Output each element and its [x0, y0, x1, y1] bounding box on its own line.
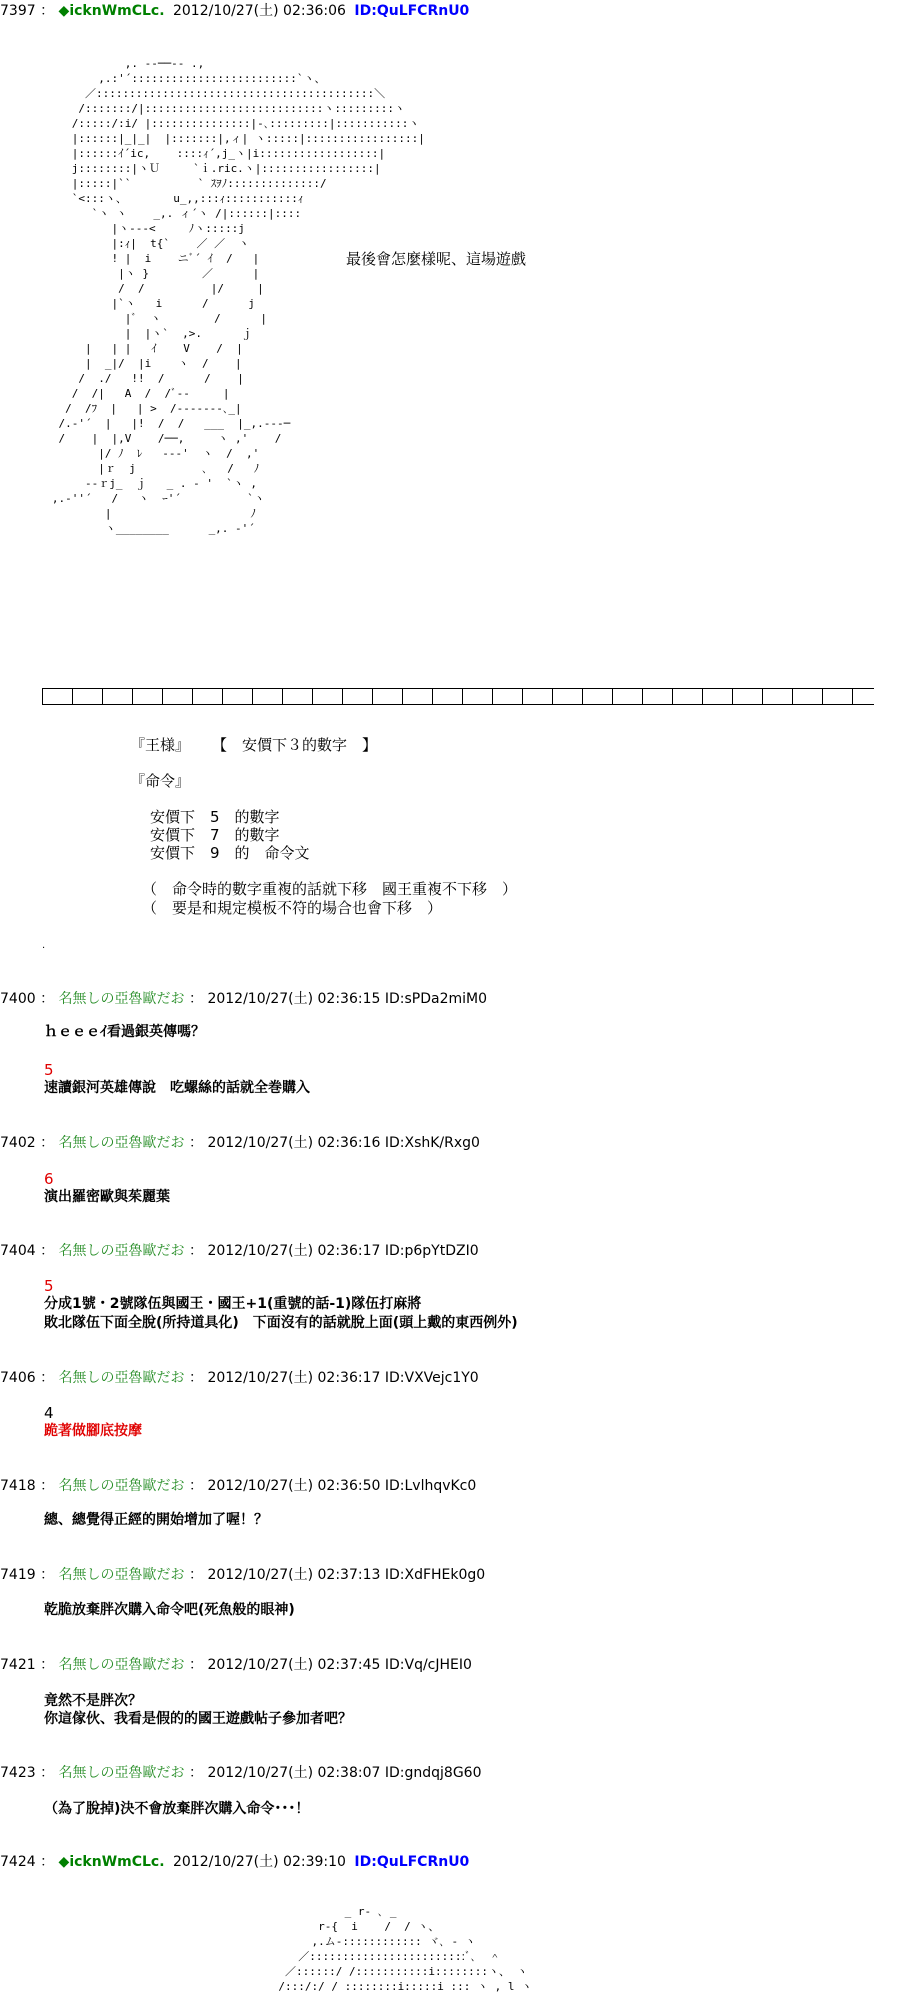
post-header-7423	[0, 1764, 481, 1782]
post-number[interactable]: 7424	[0, 1854, 36, 1870]
vote-number: 4	[44, 1404, 54, 1422]
reply-text: 跪著做腳底按摩	[44, 1423, 142, 1439]
reply-text: ｈｅｅｅｲ看過銀英傳嗎？	[44, 1024, 205, 1040]
separator: ：	[40, 991, 55, 1007]
rules-note: （ 要是和規定模板不符的場合也會下移 ）	[142, 899, 443, 917]
post-number[interactable]: 7419	[0, 1567, 36, 1583]
poster-id[interactable]: ID:LvlhqvKc0	[384, 1478, 477, 1494]
post-header-7419	[0, 1566, 485, 1584]
post-number[interactable]: 7404	[0, 1243, 36, 1259]
separator: ：	[189, 1567, 203, 1583]
separator: ：	[40, 1135, 55, 1151]
separator: ：	[40, 1243, 55, 1259]
separator: ：	[189, 1765, 203, 1781]
post-header-7418	[0, 1477, 476, 1495]
poster-id[interactable]: ID:QuLFCRnU0	[354, 1854, 470, 1870]
rules-king-rule: 【 安價下３的數字 】	[212, 736, 378, 754]
poster-name-trip: ◆icknWmCLc.	[58, 1854, 165, 1870]
post-number[interactable]: 7406	[0, 1370, 36, 1386]
rules-king-label: 『王様』	[130, 736, 191, 754]
separator: ：	[40, 1854, 55, 1870]
poster-name-trip: ◆icknWmCLc.	[58, 3, 165, 19]
post-date: 2012/10/27(土) 02:37:45	[207, 1657, 381, 1673]
ruled-divider	[42, 686, 874, 708]
reply-text: 乾脆放棄胖次購入命令吧(死魚般的眼神)	[44, 1602, 295, 1618]
reply-text: 你這傢伙、我看是假的的國王遊戲帖子參加者吧？	[44, 1711, 352, 1727]
poster-name: 名無しの亞魯歐だお	[58, 1765, 185, 1781]
poster-name: 名無しの亞魯歐だお	[58, 1478, 185, 1494]
post-number[interactable]: 7418	[0, 1478, 36, 1494]
separator: ：	[40, 1567, 55, 1583]
post-date: 2012/10/27(土) 02:36:17	[207, 1370, 381, 1386]
post-header-7402	[0, 1134, 480, 1152]
reply-text: 竟然不是胖次？	[44, 1693, 142, 1709]
reply-text: 分成1號・2號隊伍與國王・國王+1(重號的話-1)隊伍打麻將	[44, 1296, 422, 1312]
rules-note: （ 命令時的數字重複的話就下移 國王重複不下移 ）	[142, 880, 518, 898]
post-number[interactable]: 7397	[0, 3, 36, 19]
poster-name: 名無しの亞魯歐だお	[58, 1135, 185, 1151]
post-date: 2012/10/27(土) 02:37:13	[207, 1567, 381, 1583]
separator: ：	[189, 991, 203, 1007]
poster-id[interactable]: ID:QuLFCRnU0	[354, 3, 470, 19]
post-date: 2012/10/27(土) 02:36:17	[207, 1243, 381, 1259]
poster-id[interactable]: ID:VXVejc1Y0	[384, 1370, 479, 1386]
separator: ：	[189, 1478, 203, 1494]
post-header-7400	[0, 990, 487, 1008]
poster-id[interactable]: ID:p6pYtDZI0	[384, 1243, 479, 1259]
poster-id[interactable]: ID:Vq/cJHEI0	[384, 1657, 472, 1673]
post-number[interactable]: 7423	[0, 1765, 36, 1781]
post-header-7406	[0, 1369, 479, 1387]
post-date: 2012/10/27(土) 02:36:06	[172, 3, 346, 19]
separator: ：	[189, 1135, 203, 1151]
post-number[interactable]: 7400	[0, 991, 36, 1007]
post-number[interactable]: 7421	[0, 1657, 36, 1673]
vote-number: 6	[44, 1170, 54, 1188]
stray-dot: .	[42, 940, 46, 951]
separator: ：	[40, 1657, 55, 1673]
poster-name: 名無しの亞魯歐だお	[58, 991, 185, 1007]
post-header-7404	[0, 1242, 479, 1260]
poster-name: 名無しの亞魯歐だお	[58, 1370, 185, 1386]
poster-id[interactable]: ID:XdFHEk0g0	[384, 1567, 486, 1583]
separator: ：	[189, 1370, 203, 1386]
reply-text: 總、總覺得正經的開始增加了喔！？	[44, 1512, 268, 1528]
poster-id[interactable]: ID:gndqj8G60	[384, 1765, 482, 1781]
reply-text: （為了脫掉)決不會放棄胖次購入命令･･･！	[44, 1801, 310, 1817]
separator: ：	[40, 1370, 55, 1386]
separator: ：	[40, 3, 55, 19]
post-header-7397	[0, 2, 469, 20]
post-number[interactable]: 7402	[0, 1135, 36, 1151]
separator: ：	[40, 1765, 55, 1781]
vote-number: 5	[44, 1277, 54, 1295]
narration-caption: 最後會怎麼樣呢、這場遊戲	[346, 250, 527, 268]
poster-id[interactable]: ID:XshK/Rxg0	[384, 1135, 480, 1151]
reply-text: 敗北隊伍下面全脫(所持道具化) 下面沒有的話就脫上面(頭上戴的東西例外)	[44, 1315, 518, 1331]
reply-text: 演出羅密歐與茱麗葉	[44, 1189, 170, 1205]
post-date: 2012/10/27(土) 02:39:10	[172, 1854, 346, 1870]
post-date: 2012/10/27(土) 02:36:50	[207, 1478, 381, 1494]
post-header-7424	[0, 1853, 469, 1871]
post-date: 2012/10/27(土) 02:36:15	[207, 991, 381, 1007]
separator: ：	[40, 1478, 55, 1494]
vote-number: 5	[44, 1061, 54, 1079]
rules-order-line: 安價下 5 的數字	[150, 808, 280, 826]
post-date: 2012/10/27(土) 02:36:16	[207, 1135, 381, 1151]
poster-name: 名無しの亞魯歐だお	[58, 1657, 185, 1673]
ascii-art-bottom: _ r‐ ､ _ r‐{ i / / ヽ、 ,.ム‐:::::::::::: ヾ､ - ヽ ／::::::::::::::::::::::::ﾞ､ ＾ ／::::::/ /:::::::::::i::::::::ヽ、 ヽ /:::/:/ / ::::::::i:::::i ::: ヽ , l ヽ	[278, 1905, 533, 1993]
ascii-art-figure: ,. -‐──‐- ., ,.:'´:::::::::::::::::::::::::`ヽ、 ／::::::::::::::::::::::::::::::::::::::::::＼ /:::::::/|:::::::::::::::::::::::::::ヽ:::::::::ヽ /:::::/:i/ |:::::::::::::::|-､:::::::::|:::::::::::ヽ |::::::|_|_| |:::::::|,ィ| ヽ:::::|:::::::::::::::::| |::::::ｲ´ic, ::::ｨ´,j_ヽ|i::::::::::::::::::| j::::::::|ヽＵ `ｉ.ric.ヽ|:::::::::::::::::| |:::::|`` ` ｽｦﾉ::::::::::::::/ `<:::ヽ、 u_,,:::ｨ:::::::::::ｨ `ヽ ヽ _,. ィ´ヽ /|::::::|:::: |ヽ---< ﾉヽ:::::j |:ｨ| t{` ／ ／ ヽ ! | i ニﾞ´ ｲ / | |ヽ } ／ | / / |/ | |`ヽ i / j |ﾞ ヽ / | | |ヽ` ,>. ｊ | | | ｲ V / | | _|/ |i ヽ / | / ./ !! / / | / /| A / /ﾞ‐‐ | / /ﾌ | | > /-‐‐‐‐‐-､_| /.-'´ | |! / / ___ |_,.‐‐‐─ / | |,V /──, ヽ ,' / |/ ﾉ ﾚ ‐‐‐' ヽ / ,' |ｒ j ､ / ﾉ ‐-ｒj_ ｊ _ . ‐ ' `ヽ , ,.‐''´ / ヽ ｰ'´ `ヽ | ﾉ ヽ________ _,. ‐'´	[51, 57, 425, 535]
post-header-7421	[0, 1656, 472, 1674]
rules-order-label: 『命令』	[130, 772, 191, 790]
separator: ：	[189, 1243, 203, 1259]
rules-order-line: 安價下 7 的數字	[150, 826, 280, 844]
separator: ：	[189, 1657, 203, 1673]
post-date: 2012/10/27(土) 02:38:07	[207, 1765, 381, 1781]
rules-order-line: 安價下 9 的 命令文	[150, 844, 310, 862]
poster-name: 名無しの亞魯歐だお	[58, 1243, 185, 1259]
poster-id[interactable]: ID:sPDa2miM0	[384, 991, 488, 1007]
reply-text: 速讀銀河英雄傳說 吃螺絲的話就全巻購入	[44, 1080, 310, 1096]
poster-name: 名無しの亞魯歐だお	[58, 1567, 185, 1583]
